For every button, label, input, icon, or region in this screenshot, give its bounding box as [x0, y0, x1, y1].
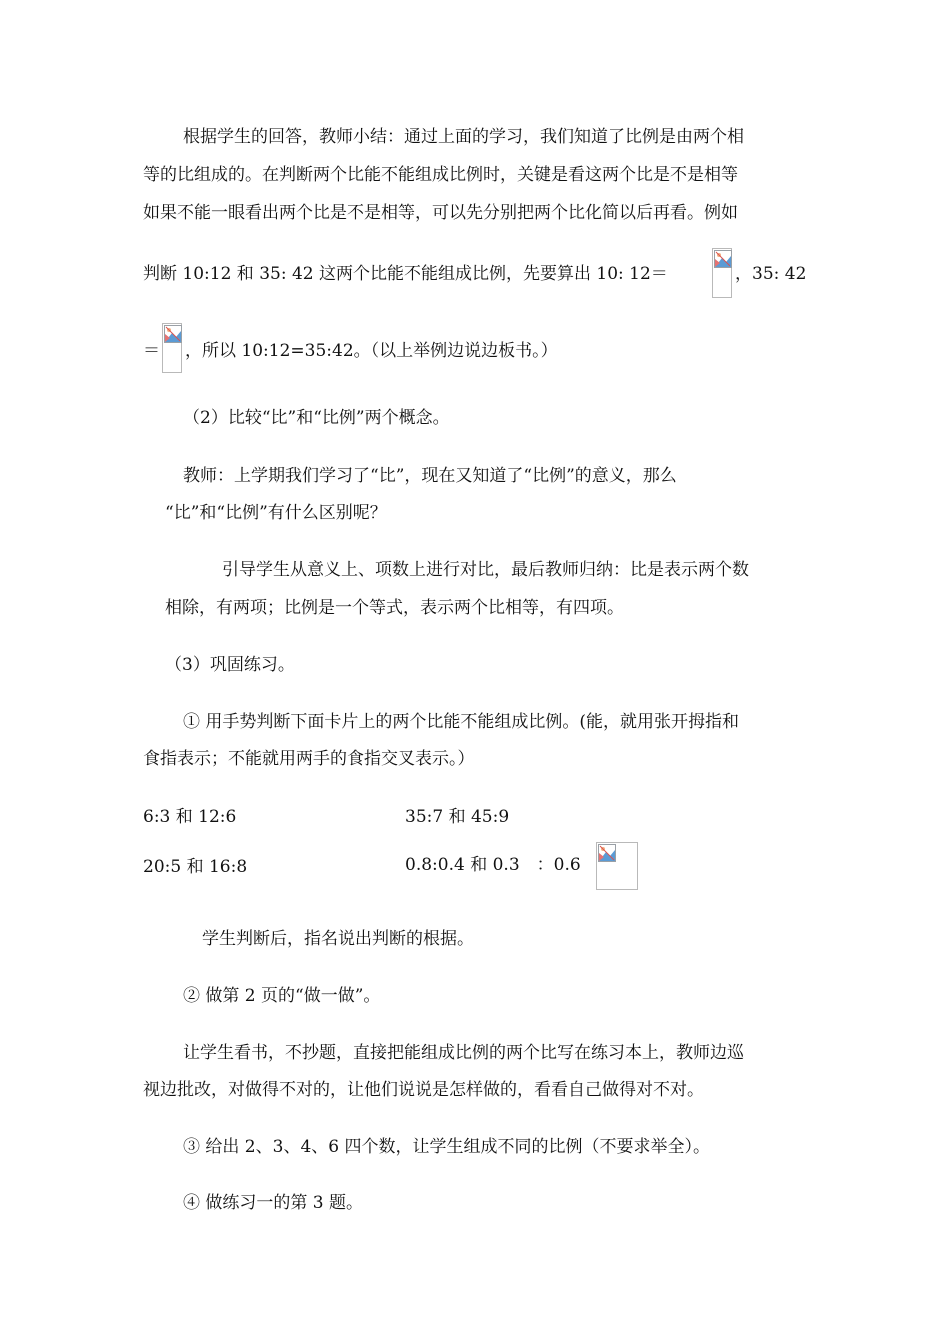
summary-line-5a: ＝ [143, 341, 160, 361]
exercise-3: ③ 给出 2、3、4、6 四个数，让学生组成不同的比例（不要求举全）。 [183, 1137, 710, 1157]
exercise-1-line-2: 食指表示；不能就用两手的食指交叉表示。） [143, 749, 475, 769]
guide-line-2: 相除，有两项；比例是一个等式，表示两个比相等，有四项。 [165, 598, 624, 618]
section3-heading: （3）巩固练习。 [165, 655, 295, 675]
card-1: 6:3 和 12:6 [143, 807, 237, 827]
exercise-2-desc-line-2: 视边批改，对做得不对的，让他们说说是怎样做的，看看自己做得对不对。 [143, 1080, 704, 1100]
fraction-image-1 [712, 248, 732, 298]
fraction-image-2 [162, 323, 182, 373]
card-4: 0.8:0.4 和 0.3 ：0.6 [405, 855, 581, 875]
summary-line-2: 等的比组成的。在判断两个比能不能组成比例时，关键是看这两个比是不是相等 [143, 165, 738, 185]
broken-image-icon [598, 844, 616, 862]
summary-line-5b: ，所以 10:12=35:42。（以上举例边说边板书。） [185, 341, 558, 361]
exercise-4: ④ 做练习一的第 3 题。 [183, 1193, 364, 1213]
summary-line-4b: ，35: 42 [735, 264, 807, 284]
exercise-2-desc-line-1: 让学生看书，不抄题，直接把能组成比例的两个比写在练习本上，教师边巡 [183, 1043, 744, 1063]
summary-line-4a: 判断 10:12 和 35: 42 这两个比能不能组成比例，先要算出 10: 12＝ [143, 264, 668, 284]
card-4-image [596, 842, 638, 890]
broken-image-icon [714, 250, 732, 268]
exercise-2: ② 做第 2 页的“做一做”。 [183, 986, 381, 1006]
guide-line-1: 引导学生从意义上、项数上进行对比，最后教师归纳：比是表示两个数 [222, 560, 749, 580]
teacher-line-2: “比”和“比例”有什么区别呢？ [165, 503, 387, 523]
section2-heading: （2）比较“比”和“比例”两个概念。 [183, 408, 450, 428]
after-cards-note: 学生判断后，指名说出判断的根据。 [202, 929, 474, 949]
card-2: 35:7 和 45:9 [405, 807, 510, 827]
summary-line-1: 根据学生的回答，教师小结：通过上面的学习，我们知道了比例是由两个相 [183, 127, 744, 147]
summary-line-3: 如果不能一眼看出两个比是不是相等，可以先分别把两个比化简以后再看。例如 [143, 203, 738, 223]
card-3: 20:5 和 16:8 [143, 857, 248, 877]
exercise-1-line-1: ① 用手势判断下面卡片上的两个比能不能组成比例。(能，就用张开拇指和 [183, 712, 740, 732]
teacher-line-1: 教师：上学期我们学习了“比”，现在又知道了“比例”的意义，那么 [183, 466, 677, 486]
broken-image-icon [164, 325, 182, 343]
